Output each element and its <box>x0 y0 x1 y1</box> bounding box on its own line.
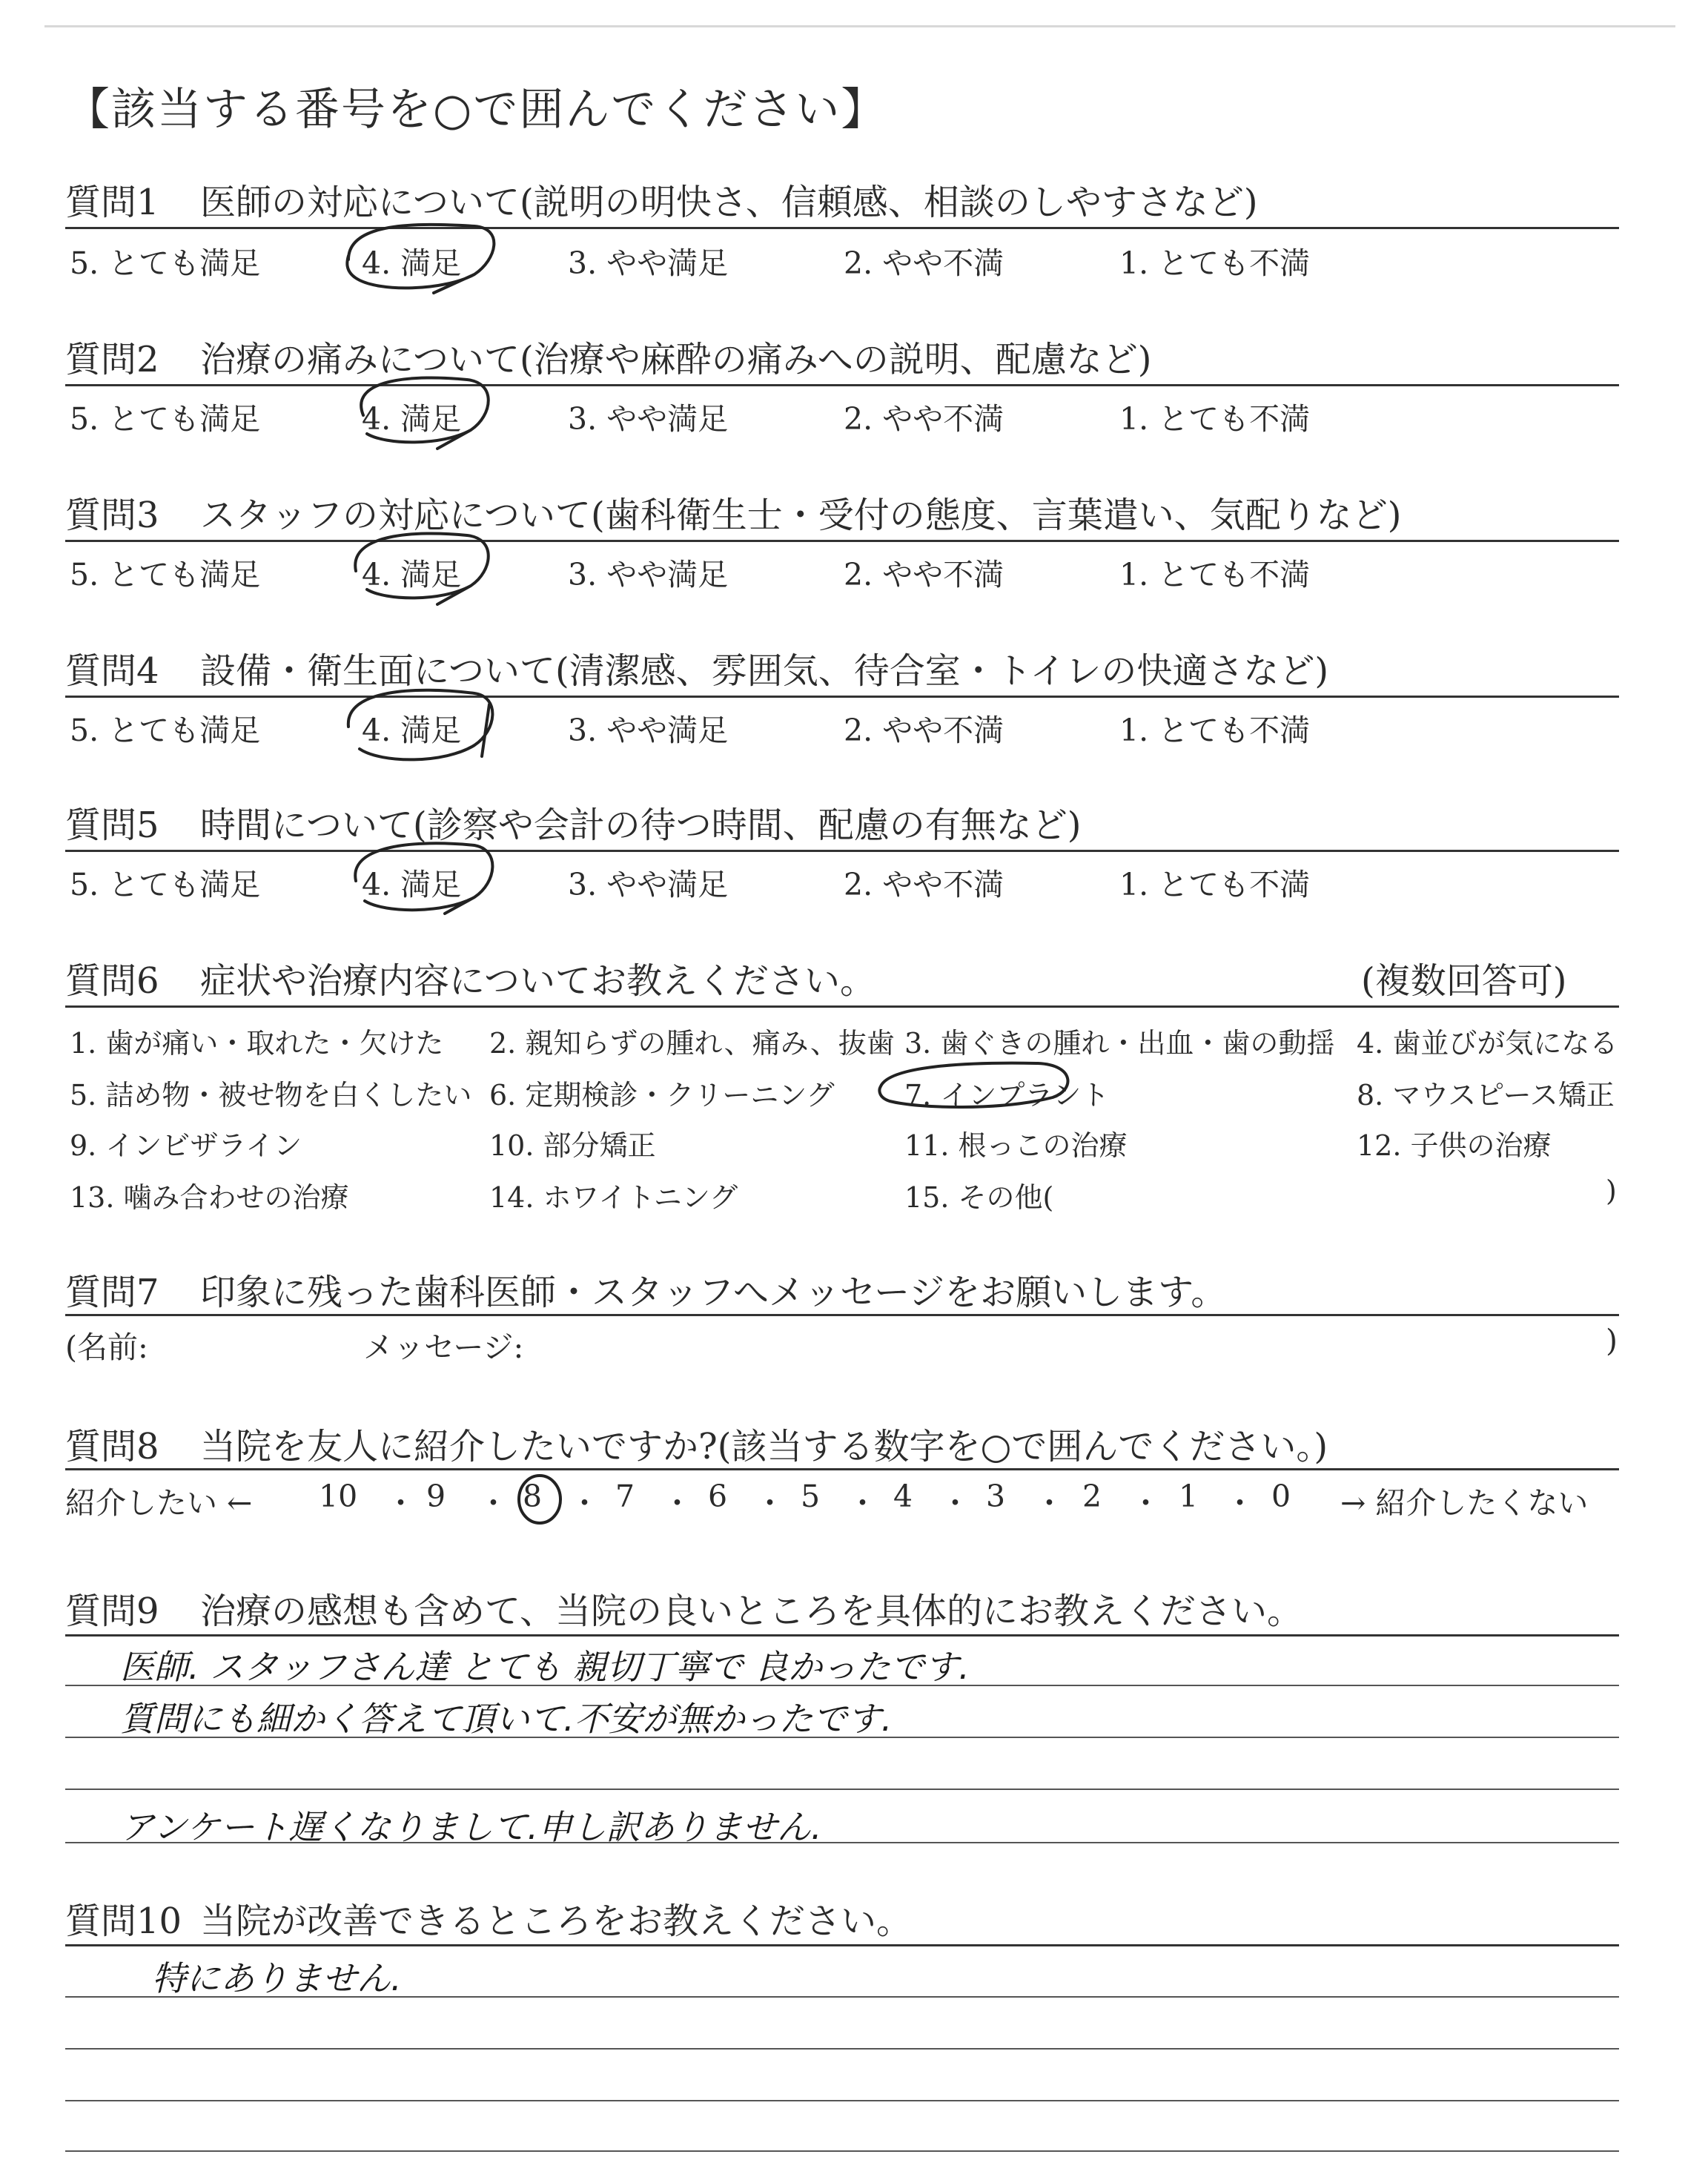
q6-option-10[interactable]: 10. 部分矯正 <box>489 1129 656 1162</box>
q6-text: 症状や治療内容についてお教えください。 <box>200 960 876 1002</box>
q10-rule-3 <box>65 2048 1619 2050</box>
q10-text: 当院が改善できるところをお教えください。 <box>200 1900 913 1942</box>
q8-scale-8[interactable]: 8 <box>523 1479 543 1514</box>
q6-option-12[interactable]: 12. 子供の治療 <box>1357 1129 1552 1162</box>
q8-scale-7[interactable]: 7 <box>615 1479 635 1514</box>
q1-label: 質問1 <box>65 182 159 223</box>
q8-scale-separator: ・ <box>755 1485 785 1521</box>
q4-text: 設備・衛生面について(清潔感、雰囲気、待合室・トイレの快適さなど) <box>200 650 1329 692</box>
q7-name-label: (名前: <box>65 1330 148 1365</box>
q8-rule <box>65 1468 1619 1470</box>
q5-text: 時間について(診察や会計の待つ時間、配慮の有無など) <box>200 805 1082 846</box>
q9-rule-4 <box>65 1789 1619 1790</box>
q8-scale-3[interactable]: 3 <box>986 1479 1006 1514</box>
q4-option-1[interactable]: 1. とても不満 <box>1119 713 1311 748</box>
q6-option-8[interactable]: 8. マウスピース矯正 <box>1357 1079 1615 1112</box>
q8-scale-separator: ・ <box>569 1485 600 1521</box>
q6-option-2[interactable]: 2. 親知らずの腫れ、痛み、抜歯 <box>489 1027 895 1060</box>
q6-option-1[interactable]: 1. 歯が痛い・取れた・欠けた <box>70 1027 444 1060</box>
q2-rule <box>65 384 1619 386</box>
q5-label: 質問5 <box>65 805 159 846</box>
q8-scale-separator: ・ <box>1225 1485 1255 1521</box>
q3-option-5[interactable]: 5. とても満足 <box>70 557 261 592</box>
q2-option-5[interactable]: 5. とても満足 <box>70 401 261 437</box>
q6-option-15[interactable]: 15. その他( <box>904 1181 1054 1214</box>
q2-option-2[interactable]: 2. やや不満 <box>844 401 1004 437</box>
q6-rule <box>65 1005 1619 1008</box>
q6-option-4[interactable]: 4. 歯並びが気になる <box>1357 1027 1618 1060</box>
q1-option-2[interactable]: 2. やや不満 <box>844 245 1004 281</box>
q10-rule-5 <box>65 2150 1619 2152</box>
q4-label: 質問4 <box>65 650 159 692</box>
q6-other-close: ) <box>1606 1175 1617 1207</box>
q3-option-4[interactable]: 4. 満足 <box>362 557 462 592</box>
q8-scale-separator: ・ <box>847 1485 878 1521</box>
q8-scale-separator: ・ <box>1034 1485 1065 1521</box>
q4-option-3[interactable]: 3. やや満足 <box>568 713 729 748</box>
q5-rule <box>65 850 1619 852</box>
q9-label: 質問9 <box>65 1591 159 1632</box>
q8-label: 質問8 <box>65 1426 159 1467</box>
q9-rule-1 <box>65 1634 1619 1636</box>
q2-option-3[interactable]: 3. やや満足 <box>568 401 729 437</box>
q3-option-1[interactable]: 1. とても不満 <box>1119 557 1311 592</box>
q4-option-4[interactable]: 4. 満足 <box>362 713 462 748</box>
q7-close: ) <box>1606 1323 1618 1358</box>
q8-text: 当院を友人に紹介したいですか?(該当する数字を○で囲んでください。) <box>200 1426 1328 1467</box>
q1-option-5[interactable]: 5. とても満足 <box>70 245 261 281</box>
page-header: 【該当する番号を○で囲んでください】 <box>65 84 887 136</box>
q3-option-2[interactable]: 2. やや不満 <box>844 557 1004 592</box>
q4-rule <box>65 696 1619 698</box>
q6-option-5[interactable]: 5. 詰め物・被せ物を白くしたい <box>70 1079 472 1112</box>
q7-rule <box>65 1314 1619 1316</box>
q3-rule <box>65 540 1619 542</box>
q8-scale-separator: ・ <box>385 1485 416 1521</box>
q3-text: スタッフの対応について(歯科衛生士・受付の態度、言葉遣い、気配りなど) <box>200 495 1402 536</box>
q2-option-4[interactable]: 4. 満足 <box>362 401 462 437</box>
q8-scale-0[interactable]: 0 <box>1271 1479 1291 1514</box>
q5-option-4[interactable]: 4. 満足 <box>362 867 462 902</box>
q4-option-5[interactable]: 5. とても満足 <box>70 713 261 748</box>
q5-option-2[interactable]: 2. やや不満 <box>844 867 1004 902</box>
q10-label: 質問10 <box>65 1900 182 1942</box>
q9-answer-line-1[interactable]: 医師. スタッフさん達 とても 親切丁寧で 良かったです. <box>120 1647 970 1687</box>
q9-text: 治療の感想も含めて、当院の良いところを具体的にお教えください。 <box>200 1591 1303 1632</box>
q8-scale-5[interactable]: 5 <box>801 1479 821 1514</box>
q8-scale-2[interactable]: 2 <box>1082 1479 1102 1514</box>
q6-note: (複数回答可) <box>1361 960 1567 1002</box>
q10-rule-4 <box>65 2100 1619 2101</box>
q4-option-2[interactable]: 2. やや不満 <box>844 713 1004 748</box>
q6-option-14[interactable]: 14. ホワイトニング <box>489 1181 738 1214</box>
q7-message-label: メッセージ: <box>363 1330 524 1365</box>
q8-scale-1[interactable]: 1 <box>1179 1479 1199 1514</box>
q3-label: 質問3 <box>65 495 159 536</box>
q10-answer-line-1[interactable]: 特にありません. <box>152 1958 402 1998</box>
q7-text: 印象に残った歯科医師・スタッフへメッセージをお願いします。 <box>200 1272 1227 1313</box>
q5-option-5[interactable]: 5. とても満足 <box>70 867 261 902</box>
q2-label: 質問2 <box>65 339 159 380</box>
q2-text: 治療の痛みについて(治療や麻酔の痛みへの説明、配慮など) <box>200 339 1152 380</box>
q8-scale-separator: ・ <box>662 1485 692 1521</box>
q9-answer-line-4[interactable]: アンケート遅くなりまして.申し訳ありません. <box>120 1807 822 1847</box>
q1-option-1[interactable]: 1. とても不満 <box>1119 245 1311 281</box>
q8-right-label: → 紹介したくない <box>1340 1485 1589 1521</box>
q8-scale-6[interactable]: 6 <box>708 1479 728 1514</box>
q6-option-9[interactable]: 9. インビザライン <box>70 1129 302 1162</box>
q1-option-4[interactable]: 4. 満足 <box>362 245 462 281</box>
q6-option-11[interactable]: 11. 根っこの治療 <box>904 1129 1128 1162</box>
q6-option-13[interactable]: 13. 噛み合わせの治療 <box>70 1181 349 1214</box>
q8-scale-separator: ・ <box>478 1485 509 1521</box>
q2-option-1[interactable]: 1. とても不満 <box>1119 401 1311 437</box>
q9-answer-line-2[interactable]: 質問にも細かく答えて頂いて.不安が無かったです. <box>120 1699 893 1739</box>
q6-option-6[interactable]: 6. 定期検診・クリーニング <box>489 1079 835 1112</box>
q8-scale-4[interactable]: 4 <box>893 1479 913 1514</box>
q8-scale-separator: ・ <box>1131 1485 1161 1521</box>
q10-rule-1 <box>65 1944 1619 1946</box>
q1-option-3[interactable]: 3. やや満足 <box>568 245 729 281</box>
scan-edge-line <box>44 25 1675 27</box>
q5-option-3[interactable]: 3. やや満足 <box>568 867 729 902</box>
q6-label: 質問6 <box>65 960 159 1002</box>
q6-option-7[interactable]: 7. インプラント <box>904 1079 1110 1112</box>
q6-option-3[interactable]: 3. 歯ぐきの腫れ・出血・歯の動揺 <box>904 1027 1335 1060</box>
q8-scale-9[interactable]: 9 <box>426 1479 446 1514</box>
q7-label: 質問7 <box>65 1272 159 1313</box>
q8-left-label: 紹介したい ← <box>65 1485 253 1521</box>
q3-option-3[interactable]: 3. やや満足 <box>568 557 729 592</box>
q8-scale-separator: ・ <box>940 1485 970 1521</box>
q5-option-1[interactable]: 1. とても不満 <box>1119 867 1311 902</box>
q1-text: 医師の対応について(説明の明快さ、信頼感、相談のしやすさなど) <box>200 182 1258 223</box>
q8-scale-10[interactable]: 10 <box>319 1479 358 1514</box>
q1-rule <box>65 227 1619 229</box>
